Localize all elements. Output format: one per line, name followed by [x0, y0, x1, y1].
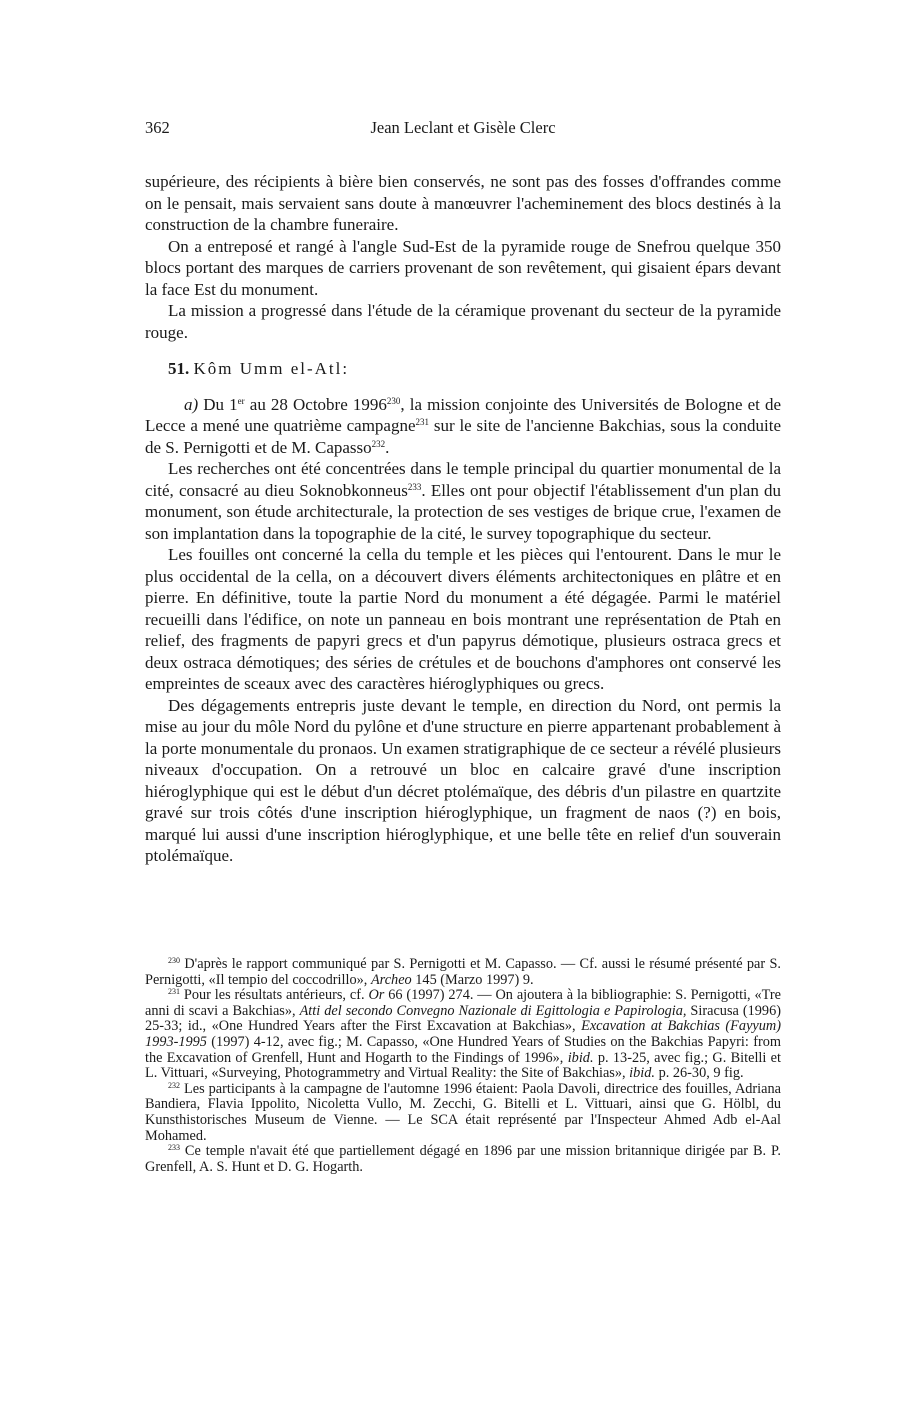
footnotes — [145, 957, 781, 1175]
footnote-number: 230 — [168, 956, 180, 965]
footnote-231: $^{231}$ Pour les résultats antérieurs, cf. Or 66 (1997) 274. — On ajoutera à la bibliographie: S. Pernigotti, «Tre anni di scavi a Bakchias», Atti del secondo Convegno Nazionale di Egittologia e Papirologia, Siracusa (1996) 25-33; id., «One Hundred Years after the First Excavation at Bakchias», Excavation at Bakchias (Fayyum) 1993-1995 (1997) 4-12, avec fig.; M. Capasso, «One Hundred Years of Studies on the Bakchias Papyri: from the Excavation of Grenfell, Hunt and Hogarth to the Findings of 1996», ibid. p. 13-25, avec fig.; G. Bitelli et L. Vittuari, «Surveying, Photogrammetry and Virtual Reality: the Site of Bakchias», ibid. p. 26-30, 9 fig. — [145, 987, 782, 1082]
paragraph: Les fouilles ont concerné la cella du temple et les pièces qui l'entourent. Dans le mur le plus occidental de la cella, on a découvert divers éléments architectoniques en plâtre et en pierre. En définitive, toute la partie Nord du monument a été dégagée. Parmi le matériel recueilli dans l'édifice, on note un panneau en bois montrant une représentation de Ptah en relief, des fragments de papyri grecs et d'un papyrus démotique, plusieurs ostraca grecs et deux ostraca démotiques; des séries de crétules et de bouchons d'amphores ont conservé les empreintes de sceaux avec des caractères hiéroglyphiques ou grecs. — [145, 545, 781, 693]
page-header — [145, 118, 781, 142]
page-number: 362 — [145, 118, 170, 137]
footnote-number: 233 — [168, 1143, 180, 1153]
section-heading — [145, 358, 781, 380]
body-text — [145, 171, 781, 867]
footnote-232: $^{232}$ Les participants à la campagne de l'automne 1996 étaient: Paola Davoli, directrice des fouilles, Adriana Bandiera, Flavia Ippolito, Nicoletta Vullo, M. Zecchi, G. Bitelli et L. Vittuari, ainsi que G. Hölbl, du Kunsthistorisches Museum de Vienne. — Le SCA était représenté par l'Inspecteur Ahmed Adb el-Aal Mohamed. — [145, 1080, 781, 1144]
paragraph: On a entreposé et rangé à l'angle Sud-Est de la pyramide rouge de Snefrou quelque 350 blocs portant des marques de carriers provenant de son revêtement, qui gisaient épars devant la face Est du monument. — [145, 236, 781, 299]
footnote-ref[interactable]: 232 — [371, 438, 386, 449]
footnote-ref[interactable]: 233 — [407, 481, 422, 492]
footnote-233: $^{233}$ Ce temple n'avait été que partiellement dégagé en 1896 par une mission britannique dirigée par B. P. Grenfell, A. S. Hunt et D. G. Hogarth. — [145, 1143, 781, 1175]
running-head: Jean Leclant et Gisèle Clerc — [370, 118, 556, 137]
paragraph: La mission a progressé dans l'étude de la céramique provenant du secteur de la pyramide rouge. — [145, 301, 781, 342]
footnote-number: 232 — [168, 1080, 180, 1090]
paragraph: Les recherches ont été concentrées dans le temple principal du quartier monumental de la cité, consacré au dieu Soknobkonneus$^{233}$. Elles ont pour objectif l'établissement d'un plan du monument, son étude architecturale, la protection de ses vestiges de brique crue, l'examen de son implantation dans la topographie de la cité, le survey topographique du secteur. — [145, 459, 781, 543]
superscript: er — [237, 395, 245, 406]
paragraph: supérieure, des récipients à bière bien conservés, ne sont pas des fosses d'offrandes comme on le pensait, mais servaient sans doute à manœuvrer l'acheminement des blocs destinés à la construction de la chambre funeraire. — [145, 172, 781, 234]
footnote-ref[interactable]: 231 — [415, 417, 430, 427]
paragraph: a) Du 1er au 28 Octobre 1996$^{230}$, la mission conjointe des Universités de Bologne et de Lecce a mené une quatrième campagne$^{231}$ sur le site de l'ancienne Bakchias, sous la conduite de S. Pernigotti et de M. Capasso$^{232}$. — [145, 394, 782, 457]
footnote-230: $^{230}$ D'après le rapport communiqué par S. Pernigotti et M. Capasso. — Cf. aussi le résumé présenté par S. Pernigotti, «Il tempio del coccodrillo», Archeo 145 (Marzo 1997) 9. — [145, 956, 781, 988]
section-number: 51. — [168, 359, 190, 378]
item-marker: a) — [184, 394, 199, 414]
paragraph: Des dégagements entrepris juste devant le temple, en direction du Nord, ont permis la mise au jour du môle Nord du pylône et d'une structure en pierre appartenant probablement à la porte monumentale du pronaos. Un examen stratigraphique de ce secteur a révélé plusieurs niveaux d'occupation. On a retrouvé un bloc en calcaire gravé d'une inscription hiéroglyphique qui est le début d'un décret ptolémaïque, des débris d'un pilastre en quartzite gravé sur trois côtés d'une inscription hiéroglyphique, un fragment de naos (?) en bois, marqué lui aussi d'une inscription hiéroglyphique, et une belle tête en relief d'un souverain ptolémaïque. — [145, 695, 781, 865]
footnote-number: 231 — [168, 987, 180, 997]
section-title: Kôm Umm el-Atl: — [193, 359, 350, 378]
footnote-ref[interactable]: 230 — [386, 395, 401, 406]
